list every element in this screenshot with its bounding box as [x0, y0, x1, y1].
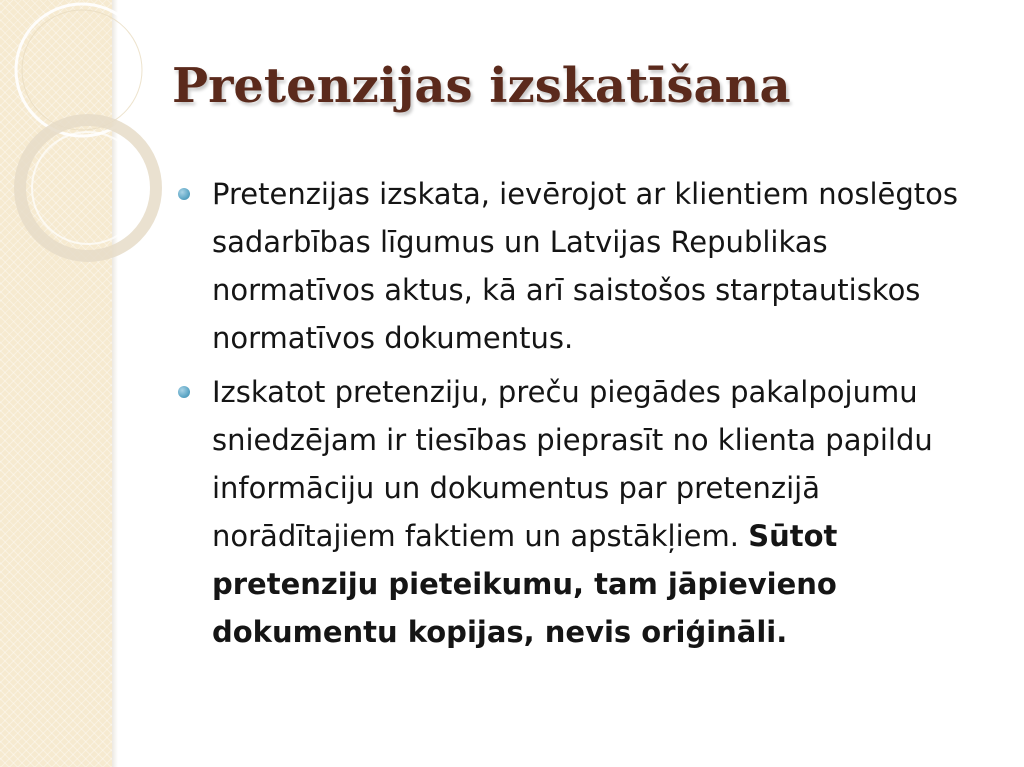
decorative-rings: [0, 0, 200, 300]
bullet-text: Izskatot pretenziju, preču piegādes pakalpojumu sniedzējam ir tiesības pieprasīt no klienta papildu informāciju un dokumentus par pretenzijā norādītajiem faktiem un apstākļiem.: [212, 375, 933, 553]
bullet-bold-text: Sūtot pretenziju pieteikumu, tam jāpievieno dokumentu kopijas, nevis oriģināli.: [212, 519, 838, 649]
bullet-dot-icon: [178, 386, 190, 398]
bullet-item: [178, 170, 998, 362]
bullet-dot-icon: [178, 188, 190, 200]
bullet-item: [178, 368, 998, 656]
slide-title: Pretenzijas izskatīšana: [172, 58, 791, 114]
bullet-list: [178, 170, 998, 662]
bullet-text: Pretenzijas izskata, ievērojot ar klientiem noslēgtos sadarbības līgumus un Latvijas Republikas normatīvos aktus, kā arī saistošos starptautiskos normatīvos dokumentus.: [212, 177, 959, 355]
